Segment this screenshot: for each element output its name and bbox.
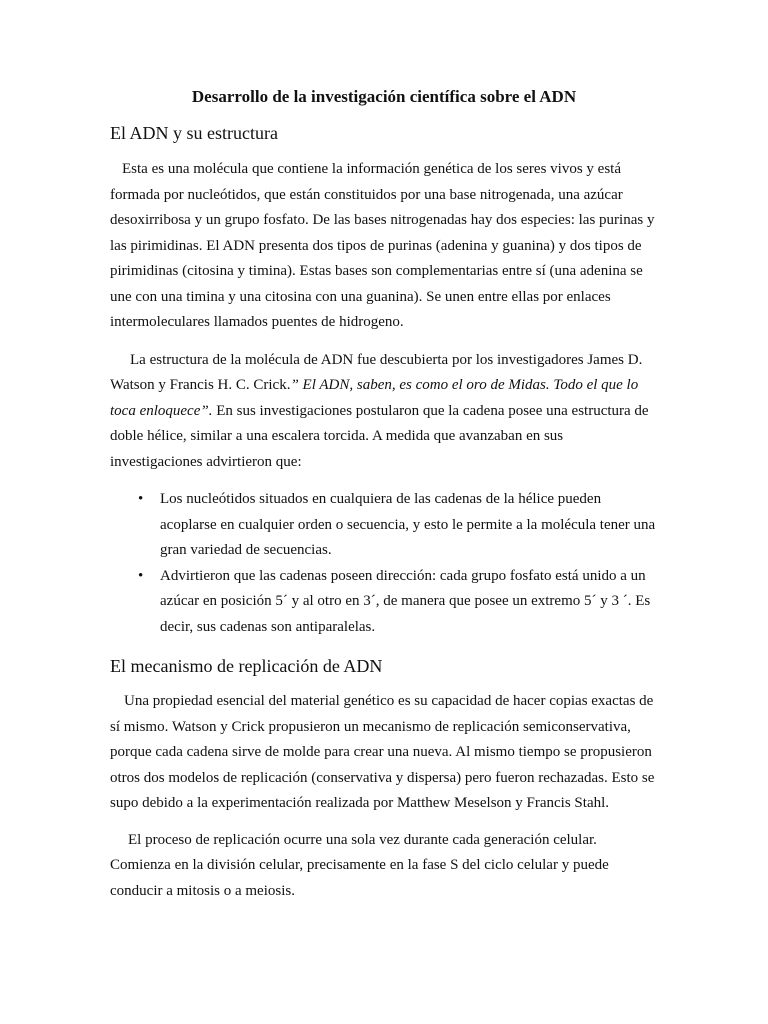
paragraph-replication: Una propiedad esencial del material genético es su capacidad de hacer copias exactas de sí mismo. Watson y Crick propusieron un mecanismo de replicación semiconservativa, porque cada cadena sirve de molde para crear una nueva. Al mismo tiempo se propusieron otros dos modelos de replicación (conservativa y dispersa) pero fueron rechazadas. Esto se supo debido a la experimentación realizada por Matthew Meselson y Francis Stahl. <box>110 693 655 811</box>
section-heading-replication: El mecanismo de replicación de ADN <box>110 656 383 676</box>
quote-midas: ” El ADN, saben, es como el oro de Midas. Todo el que lo toca enloquece”. <box>110 377 639 419</box>
document-title: Desarrollo de la investigación científica sobre el ADN <box>191 87 577 106</box>
list-item <box>110 564 658 641</box>
section-heading-structure: El ADN y su estructura <box>110 123 278 143</box>
list-item-text: Advirtieron que las cadenas poseen dirección: cada grupo fosfato está unido a un azúcar en posición 5´ y al otro en 3´, de manera que posee un extremo 5´ y 3 ´. Es decir, sus cadenas son antiparalelas. <box>160 567 651 635</box>
paragraph-discovery <box>110 348 658 476</box>
bullet-icon: • <box>138 491 144 507</box>
list-item <box>110 487 658 564</box>
paragraph-replication-process: El proceso de replicación ocurre una sola vez durante cada generación celular. Comienza en la división celular, precisamente en la fase S del ciclo celular y puede conducir a mitosis o a meiosis. <box>110 831 609 899</box>
list-item-text: Los nucleótidos situados en cualquiera de las cadenas de la hélice pueden acoplarse en cualquier orden o secuencia, y esto le permite a la molécula tener una gran variedad de secuencias. <box>160 491 656 558</box>
paragraph-structure-intro: Esta es una molécula que contiene la información genética de los seres vivos y está formada por nucleótidos, que están constituidos por una base nitrogenada, una azúcar desoxirribosa y un grupo fosfato. De las bases nitrogenadas hay dos especies: las purinas y las pirimidinas. El ADN presenta dos tipos de purinas (adenina y guanina) y dos tipos de pirimidinas (citosina y timina). Estas bases son complementarias entre sí (una adenina se une con una timina y una citosina con una guanina). Se unen entre ellas por enlaces intermoleculares llamados puentes de hidrogeno. <box>110 161 655 330</box>
bullet-icon: • <box>138 567 144 584</box>
paragraph-discovery-continuation: En sus investigaciones postularon que la cadena posee una estructura de doble hélice, similar a una escalera torcida. A medida que avanzaban en sus investigaciones advirtieron que: <box>110 402 649 470</box>
findings-list <box>110 487 658 640</box>
paragraph-discovery-text: La estructura de la molécula de ADN fue descubierta por los investigadores James D. Watson y Francis H. C. Crick. <box>110 351 643 393</box>
